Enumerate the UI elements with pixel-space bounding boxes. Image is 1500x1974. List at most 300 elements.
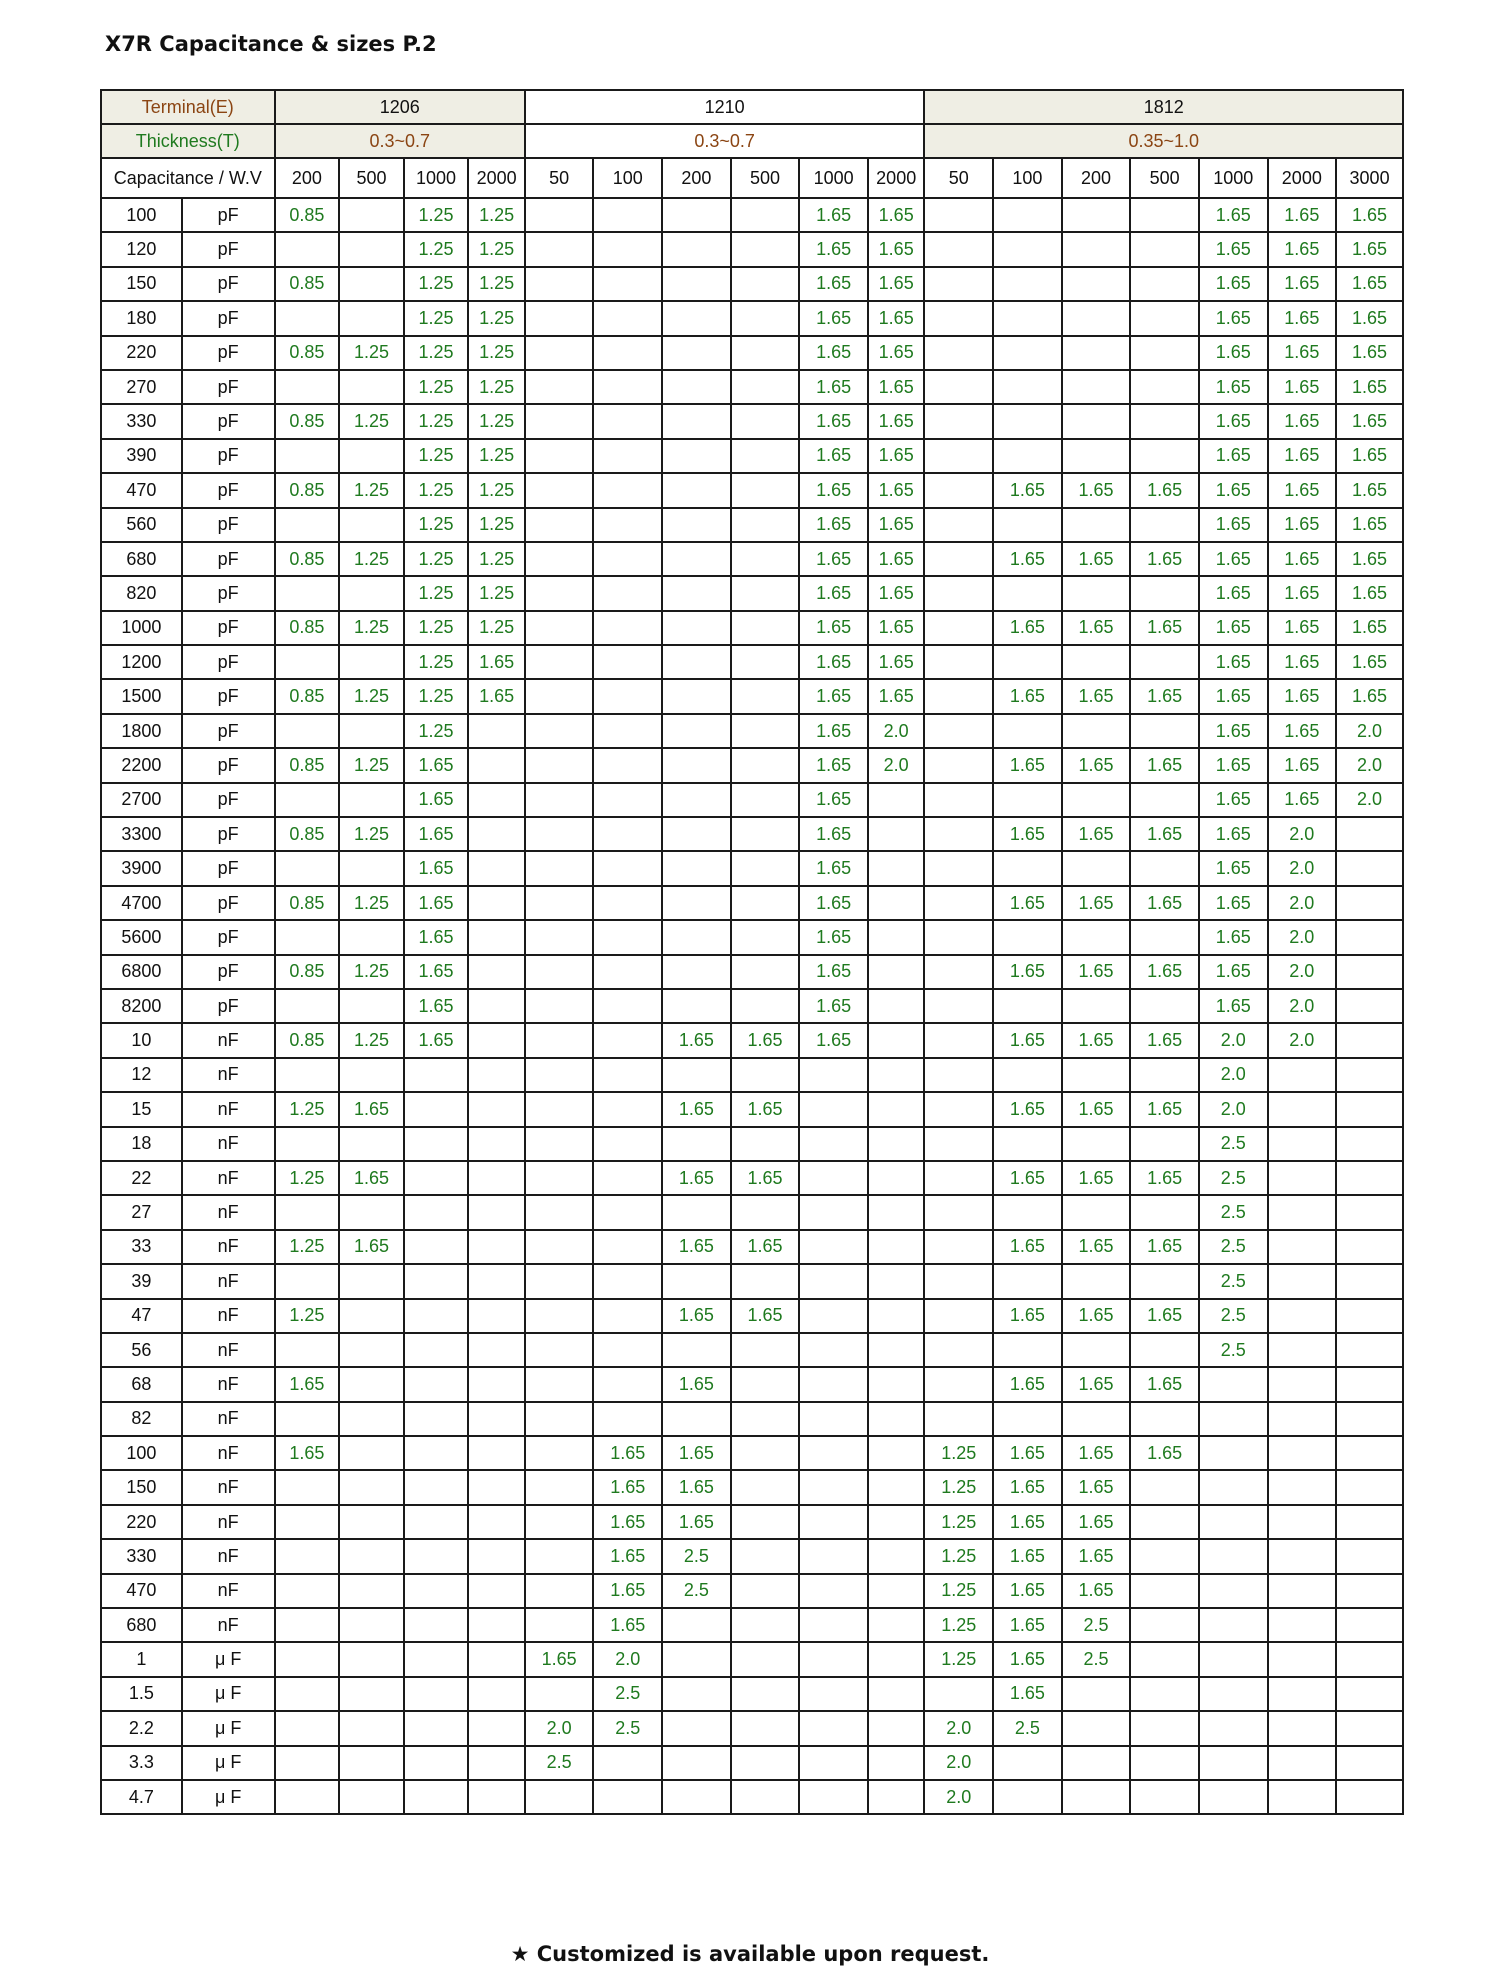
thickness-cell: 1.65 bbox=[993, 1505, 1062, 1539]
thickness-cell: 1.65 bbox=[993, 1367, 1062, 1401]
thickness-cell: 1.65 bbox=[1199, 232, 1268, 266]
table-row bbox=[101, 1436, 1403, 1470]
thickness-cell: 2.5 bbox=[993, 1711, 1062, 1745]
thickness-cell bbox=[1336, 1539, 1403, 1573]
thickness-cell bbox=[525, 886, 594, 920]
thickness-cell bbox=[525, 783, 594, 817]
thickness-cell bbox=[275, 1402, 340, 1436]
thickness-cell: 1.25 bbox=[404, 301, 469, 335]
thickness-cell: 1.65 bbox=[868, 232, 925, 266]
thickness-cell bbox=[799, 1436, 868, 1470]
capacitance-value: 10 bbox=[101, 1023, 182, 1057]
thickness-cell: 1.25 bbox=[404, 198, 469, 232]
size-header-1210: 1210 bbox=[525, 90, 925, 124]
thickness-cell bbox=[993, 920, 1062, 954]
thickness-cell: 1.65 bbox=[993, 748, 1062, 782]
table-row bbox=[101, 748, 1403, 782]
thickness-cell: 1.65 bbox=[799, 920, 868, 954]
thickness-cell bbox=[662, 542, 731, 576]
thickness-cell bbox=[1268, 1058, 1337, 1092]
thickness-cell bbox=[275, 1058, 340, 1092]
thickness-cell bbox=[275, 576, 340, 610]
table-row bbox=[101, 989, 1403, 1023]
thickness-cell bbox=[404, 1574, 469, 1608]
capacitance-unit: nF bbox=[182, 1470, 275, 1504]
thickness-cell bbox=[1336, 989, 1403, 1023]
thickness-cell: 2.0 bbox=[924, 1711, 993, 1745]
thickness-cell bbox=[662, 645, 731, 679]
thickness-cell bbox=[525, 1608, 594, 1642]
thickness-cell bbox=[731, 1402, 800, 1436]
thickness-cell bbox=[799, 1161, 868, 1195]
thickness-cell: 1.25 bbox=[468, 508, 525, 542]
thickness-cell: 1.65 bbox=[799, 955, 868, 989]
thickness-cell bbox=[1336, 1711, 1403, 1745]
thickness-cell bbox=[731, 1642, 800, 1676]
thickness-cell bbox=[525, 989, 594, 1023]
star-icon: ★ bbox=[510, 1942, 530, 1966]
thickness-cell: 1.25 bbox=[404, 404, 469, 438]
thickness-cell: 1.65 bbox=[1130, 748, 1199, 782]
thickness-cell bbox=[275, 232, 340, 266]
thickness-cell: 1.25 bbox=[339, 748, 404, 782]
thickness-cell bbox=[1336, 955, 1403, 989]
thickness-cell: 1.65 bbox=[1062, 748, 1131, 782]
thickness-cell bbox=[404, 1092, 469, 1126]
thickness-cell bbox=[993, 404, 1062, 438]
thickness-cell bbox=[593, 267, 662, 301]
thickness-cell: 1.65 bbox=[404, 817, 469, 851]
thickness-cell: 1.65 bbox=[1062, 679, 1131, 713]
thickness-cell: 1.65 bbox=[1199, 611, 1268, 645]
thickness-cell: 1.65 bbox=[404, 748, 469, 782]
thickness-cell bbox=[404, 1470, 469, 1504]
capacitance-value: 330 bbox=[101, 1539, 182, 1573]
thickness-cell bbox=[924, 301, 993, 335]
thickness-cell bbox=[339, 1058, 404, 1092]
thickness-cell: 1.65 bbox=[1062, 1574, 1131, 1608]
thickness-cell bbox=[1062, 1746, 1131, 1780]
table-row bbox=[101, 1677, 1403, 1711]
thickness-cell: 1.65 bbox=[799, 1023, 868, 1057]
capacitance-unit: pF bbox=[182, 439, 275, 473]
thickness-cell bbox=[593, 920, 662, 954]
thickness-cell bbox=[1268, 1780, 1337, 1814]
thickness-cell bbox=[1268, 1367, 1337, 1401]
thickness-cell bbox=[662, 1264, 731, 1298]
thickness-cell bbox=[731, 1539, 800, 1573]
thickness-cell bbox=[662, 267, 731, 301]
capacitance-value: 56 bbox=[101, 1333, 182, 1367]
thickness-cell bbox=[731, 748, 800, 782]
thickness-cell bbox=[731, 1574, 800, 1608]
voltage-header: 100 bbox=[993, 158, 1062, 198]
thickness-range-1210: 0.3~0.7 bbox=[525, 124, 925, 158]
capacitance-unit: pF bbox=[182, 508, 275, 542]
thickness-cell bbox=[1130, 198, 1199, 232]
table-row bbox=[101, 439, 1403, 473]
capacitance-unit: pF bbox=[182, 645, 275, 679]
thickness-cell: 2.5 bbox=[662, 1574, 731, 1608]
capacitance-unit: nF bbox=[182, 1092, 275, 1126]
thickness-cell bbox=[662, 1677, 731, 1711]
thickness-cell: 1.65 bbox=[799, 267, 868, 301]
capacitance-value: 2.2 bbox=[101, 1711, 182, 1745]
thickness-cell: 1.65 bbox=[1130, 679, 1199, 713]
thickness-cell: 1.65 bbox=[404, 783, 469, 817]
thickness-cell: 1.25 bbox=[404, 439, 469, 473]
thickness-cell bbox=[993, 508, 1062, 542]
thickness-cell: 1.25 bbox=[404, 679, 469, 713]
capacitance-value: 220 bbox=[101, 1505, 182, 1539]
thickness-cell bbox=[593, 439, 662, 473]
thickness-cell bbox=[404, 1264, 469, 1298]
thickness-cell bbox=[525, 439, 594, 473]
thickness-cell: 1.65 bbox=[799, 886, 868, 920]
capacitance-unit: pF bbox=[182, 955, 275, 989]
thickness-cell: 1.65 bbox=[731, 1023, 800, 1057]
table-row bbox=[101, 1058, 1403, 1092]
thickness-cell: 1.65 bbox=[1199, 783, 1268, 817]
thickness-cell: 1.65 bbox=[1268, 508, 1337, 542]
thickness-cell: 1.65 bbox=[993, 1642, 1062, 1676]
thickness-cell: 2.5 bbox=[1199, 1230, 1268, 1264]
thickness-cell bbox=[731, 1127, 800, 1161]
thickness-cell: 1.65 bbox=[1268, 783, 1337, 817]
thickness-cell bbox=[868, 1642, 925, 1676]
thickness-cell: 1.25 bbox=[339, 955, 404, 989]
thickness-cell: 1.65 bbox=[1268, 714, 1337, 748]
thickness-cell bbox=[275, 851, 340, 885]
thickness-cell: 1.65 bbox=[868, 198, 925, 232]
thickness-cell: 1.65 bbox=[799, 611, 868, 645]
voltage-header: 1000 bbox=[404, 158, 469, 198]
thickness-cell: 1.65 bbox=[868, 508, 925, 542]
thickness-cell bbox=[1130, 439, 1199, 473]
thickness-cell bbox=[275, 1780, 340, 1814]
thickness-cell: 1.65 bbox=[1130, 542, 1199, 576]
thickness-cell: 1.65 bbox=[993, 1436, 1062, 1470]
thickness-cell bbox=[924, 1092, 993, 1126]
thickness-cell bbox=[1130, 1539, 1199, 1573]
capacitance-unit: pF bbox=[182, 473, 275, 507]
thickness-cell: 1.65 bbox=[1199, 955, 1268, 989]
thickness-cell bbox=[799, 1574, 868, 1608]
thickness-cell bbox=[924, 714, 993, 748]
thickness-cell bbox=[993, 989, 1062, 1023]
thickness-cell bbox=[404, 1677, 469, 1711]
thickness-cell: 1.65 bbox=[1062, 1161, 1131, 1195]
thickness-cell: 2.0 bbox=[1336, 714, 1403, 748]
thickness-cell bbox=[339, 508, 404, 542]
thickness-cell bbox=[662, 1058, 731, 1092]
thickness-cell bbox=[468, 1642, 525, 1676]
thickness-cell: 1.25 bbox=[275, 1299, 340, 1333]
thickness-cell: 1.25 bbox=[404, 576, 469, 610]
thickness-cell bbox=[404, 1127, 469, 1161]
thickness-cell: 1.65 bbox=[1199, 508, 1268, 542]
voltage-header: 2000 bbox=[468, 158, 525, 198]
capacitance-value: 1 bbox=[101, 1642, 182, 1676]
capacitance-unit: pF bbox=[182, 714, 275, 748]
capacitance-unit: nF bbox=[182, 1333, 275, 1367]
thickness-cell bbox=[404, 1436, 469, 1470]
thickness-cell: 1.65 bbox=[1336, 439, 1403, 473]
thickness-cell: 1.65 bbox=[1268, 404, 1337, 438]
thickness-cell bbox=[339, 1642, 404, 1676]
thickness-cell bbox=[731, 1367, 800, 1401]
thickness-cell bbox=[1199, 1711, 1268, 1745]
thickness-cell: 1.65 bbox=[868, 404, 925, 438]
thickness-cell bbox=[1336, 1574, 1403, 1608]
capacitance-unit: pF bbox=[182, 679, 275, 713]
thickness-cell bbox=[868, 989, 925, 1023]
thickness-cell: 1.25 bbox=[468, 301, 525, 335]
thickness-cell bbox=[593, 714, 662, 748]
thickness-cell: 1.65 bbox=[1199, 473, 1268, 507]
thickness-cell: 1.65 bbox=[662, 1436, 731, 1470]
thickness-cell: 1.65 bbox=[1268, 370, 1337, 404]
thickness-cell: 1.65 bbox=[339, 1161, 404, 1195]
thickness-cell bbox=[1336, 1608, 1403, 1642]
thickness-cell bbox=[468, 1333, 525, 1367]
thickness-cell bbox=[993, 1058, 1062, 1092]
thickness-cell: 1.65 bbox=[404, 989, 469, 1023]
thickness-cell: 1.65 bbox=[404, 851, 469, 885]
thickness-cell bbox=[731, 576, 800, 610]
thickness-cell bbox=[924, 748, 993, 782]
thickness-cell bbox=[731, 1264, 800, 1298]
capacitance-value: 680 bbox=[101, 542, 182, 576]
thickness-cell bbox=[1336, 817, 1403, 851]
thickness-cell bbox=[525, 1264, 594, 1298]
thickness-cell bbox=[924, 851, 993, 885]
table-row bbox=[101, 301, 1403, 335]
thickness-cell bbox=[525, 1677, 594, 1711]
thickness-cell bbox=[275, 920, 340, 954]
thickness-cell bbox=[468, 1470, 525, 1504]
capacitance-value: 330 bbox=[101, 404, 182, 438]
thickness-cell bbox=[593, 955, 662, 989]
thickness-cell bbox=[468, 817, 525, 851]
capacitance-unit: pF bbox=[182, 336, 275, 370]
thickness-cell: 1.65 bbox=[1268, 473, 1337, 507]
thickness-cell bbox=[1199, 1367, 1268, 1401]
thickness-cell: 1.65 bbox=[404, 955, 469, 989]
thickness-cell bbox=[924, 336, 993, 370]
table-row bbox=[101, 1711, 1403, 1745]
capacitance-value: 27 bbox=[101, 1195, 182, 1229]
table-row bbox=[101, 1746, 1403, 1780]
thickness-cell bbox=[924, 1058, 993, 1092]
thickness-cell bbox=[339, 1299, 404, 1333]
capacitance-unit: pF bbox=[182, 267, 275, 301]
thickness-cell: 1.65 bbox=[468, 679, 525, 713]
thickness-cell: 1.65 bbox=[1062, 1436, 1131, 1470]
thickness-cell bbox=[868, 1264, 925, 1298]
thickness-cell bbox=[1062, 439, 1131, 473]
thickness-cell: 1.65 bbox=[799, 748, 868, 782]
thickness-cell bbox=[525, 508, 594, 542]
header-row-terminal bbox=[101, 90, 1403, 124]
thickness-cell: 1.65 bbox=[275, 1367, 340, 1401]
thickness-cell: 2.5 bbox=[1199, 1333, 1268, 1367]
thickness-cell bbox=[1130, 232, 1199, 266]
thickness-cell: 2.0 bbox=[1199, 1092, 1268, 1126]
thickness-cell: 1.25 bbox=[339, 611, 404, 645]
thickness-cell bbox=[868, 1746, 925, 1780]
thickness-cell: 1.65 bbox=[1130, 611, 1199, 645]
thickness-cell bbox=[662, 955, 731, 989]
thickness-cell: 1.25 bbox=[404, 232, 469, 266]
voltage-header: 1000 bbox=[799, 158, 868, 198]
thickness-cell: 1.65 bbox=[1062, 1367, 1131, 1401]
thickness-cell: 1.65 bbox=[404, 1023, 469, 1057]
thickness-cell: 1.25 bbox=[468, 542, 525, 576]
thickness-cell bbox=[1199, 1677, 1268, 1711]
thickness-cell bbox=[799, 1505, 868, 1539]
table-row bbox=[101, 714, 1403, 748]
thickness-cell: 1.65 bbox=[525, 1642, 594, 1676]
thickness-cell bbox=[525, 714, 594, 748]
capacitance-unit: pF bbox=[182, 404, 275, 438]
thickness-cell bbox=[339, 714, 404, 748]
thickness-cell bbox=[799, 1367, 868, 1401]
table-row bbox=[101, 370, 1403, 404]
thickness-cell: 1.65 bbox=[1062, 1539, 1131, 1573]
thickness-cell: 1.65 bbox=[868, 542, 925, 576]
capacitance-value: 470 bbox=[101, 1574, 182, 1608]
thickness-cell: 1.65 bbox=[799, 301, 868, 335]
thickness-cell bbox=[525, 1127, 594, 1161]
thickness-cell: 1.65 bbox=[1268, 748, 1337, 782]
table-row bbox=[101, 645, 1403, 679]
thickness-cell bbox=[593, 576, 662, 610]
thickness-cell bbox=[1336, 1333, 1403, 1367]
table-row bbox=[101, 1092, 1403, 1126]
thickness-cell bbox=[339, 232, 404, 266]
capacitance-unit: nF bbox=[182, 1574, 275, 1608]
thickness-cell bbox=[731, 542, 800, 576]
thickness-cell bbox=[1268, 1539, 1337, 1573]
thickness-cell: 1.25 bbox=[404, 370, 469, 404]
thickness-cell bbox=[593, 851, 662, 885]
capacitance-unit: pF bbox=[182, 989, 275, 1023]
table-row bbox=[101, 1608, 1403, 1642]
thickness-cell bbox=[1336, 1230, 1403, 1264]
thickness-cell bbox=[731, 645, 800, 679]
thickness-cell bbox=[924, 1264, 993, 1298]
thickness-cell bbox=[924, 1677, 993, 1711]
thickness-cell: 1.65 bbox=[868, 267, 925, 301]
thickness-cell bbox=[1268, 1127, 1337, 1161]
thickness-cell bbox=[339, 576, 404, 610]
thickness-cell bbox=[731, 851, 800, 885]
thickness-cell bbox=[731, 198, 800, 232]
thickness-cell bbox=[993, 370, 1062, 404]
capacitance-value: 2700 bbox=[101, 783, 182, 817]
table-row bbox=[101, 1333, 1403, 1367]
capacitance-unit: nF bbox=[182, 1299, 275, 1333]
thickness-cell bbox=[593, 1023, 662, 1057]
header-row-voltage bbox=[101, 158, 1403, 198]
thickness-cell: 1.65 bbox=[993, 473, 1062, 507]
thickness-cell bbox=[1130, 336, 1199, 370]
thickness-cell: 0.85 bbox=[275, 336, 340, 370]
thickness-cell bbox=[275, 1608, 340, 1642]
thickness-cell bbox=[924, 1299, 993, 1333]
capacitance-value: 15 bbox=[101, 1092, 182, 1126]
thickness-cell: 1.65 bbox=[1199, 989, 1268, 1023]
capacitance-wv-label: Capacitance / W.V bbox=[101, 158, 275, 198]
thickness-cell: 1.65 bbox=[799, 439, 868, 473]
thickness-cell: 2.0 bbox=[924, 1780, 993, 1814]
thickness-cell bbox=[275, 1746, 340, 1780]
table-row bbox=[101, 1780, 1403, 1814]
thickness-cell: 1.65 bbox=[1130, 1023, 1199, 1057]
thickness-cell: 2.0 bbox=[924, 1746, 993, 1780]
thickness-cell bbox=[924, 370, 993, 404]
thickness-cell bbox=[924, 232, 993, 266]
thickness-cell bbox=[662, 989, 731, 1023]
thickness-cell: 1.25 bbox=[468, 404, 525, 438]
thickness-cell bbox=[468, 1230, 525, 1264]
thickness-cell bbox=[924, 611, 993, 645]
thickness-cell bbox=[339, 645, 404, 679]
thickness-cell bbox=[1130, 714, 1199, 748]
table-row bbox=[101, 851, 1403, 885]
thickness-cell bbox=[525, 955, 594, 989]
thickness-cell bbox=[662, 1402, 731, 1436]
thickness-cell: 1.65 bbox=[993, 1230, 1062, 1264]
capacitance-value: 150 bbox=[101, 1470, 182, 1504]
thickness-cell: 1.65 bbox=[1062, 955, 1131, 989]
voltage-header: 500 bbox=[339, 158, 404, 198]
thickness-cell bbox=[1268, 1608, 1337, 1642]
thickness-cell bbox=[662, 1746, 731, 1780]
thickness-cell bbox=[404, 1333, 469, 1367]
thickness-cell bbox=[525, 1539, 594, 1573]
thickness-cell: 1.25 bbox=[468, 336, 525, 370]
thickness-cell bbox=[799, 1299, 868, 1333]
thickness-cell bbox=[468, 1746, 525, 1780]
thickness-cell bbox=[993, 1746, 1062, 1780]
thickness-cell bbox=[275, 1505, 340, 1539]
thickness-cell bbox=[662, 748, 731, 782]
thickness-cell: 1.65 bbox=[1130, 473, 1199, 507]
thickness-cell: 1.65 bbox=[993, 1023, 1062, 1057]
voltage-header: 3000 bbox=[1336, 158, 1403, 198]
thickness-cell: 2.0 bbox=[1336, 748, 1403, 782]
thickness-cell bbox=[731, 1333, 800, 1367]
thickness-cell: 1.65 bbox=[868, 336, 925, 370]
thickness-cell: 1.65 bbox=[731, 1161, 800, 1195]
thickness-cell bbox=[662, 232, 731, 266]
thickness-cell: 2.0 bbox=[1268, 851, 1337, 885]
capacitance-unit: pF bbox=[182, 576, 275, 610]
thickness-cell bbox=[662, 1333, 731, 1367]
capacitance-value: 33 bbox=[101, 1230, 182, 1264]
thickness-cell: 1.65 bbox=[993, 679, 1062, 713]
thickness-cell bbox=[593, 508, 662, 542]
thickness-cell: 1.65 bbox=[1199, 542, 1268, 576]
thickness-cell bbox=[593, 1058, 662, 1092]
thickness-cell: 1.65 bbox=[868, 645, 925, 679]
thickness-cell bbox=[1336, 1195, 1403, 1229]
thickness-cell: 1.65 bbox=[593, 1539, 662, 1573]
capacitance-unit: pF bbox=[182, 851, 275, 885]
thickness-cell bbox=[993, 714, 1062, 748]
